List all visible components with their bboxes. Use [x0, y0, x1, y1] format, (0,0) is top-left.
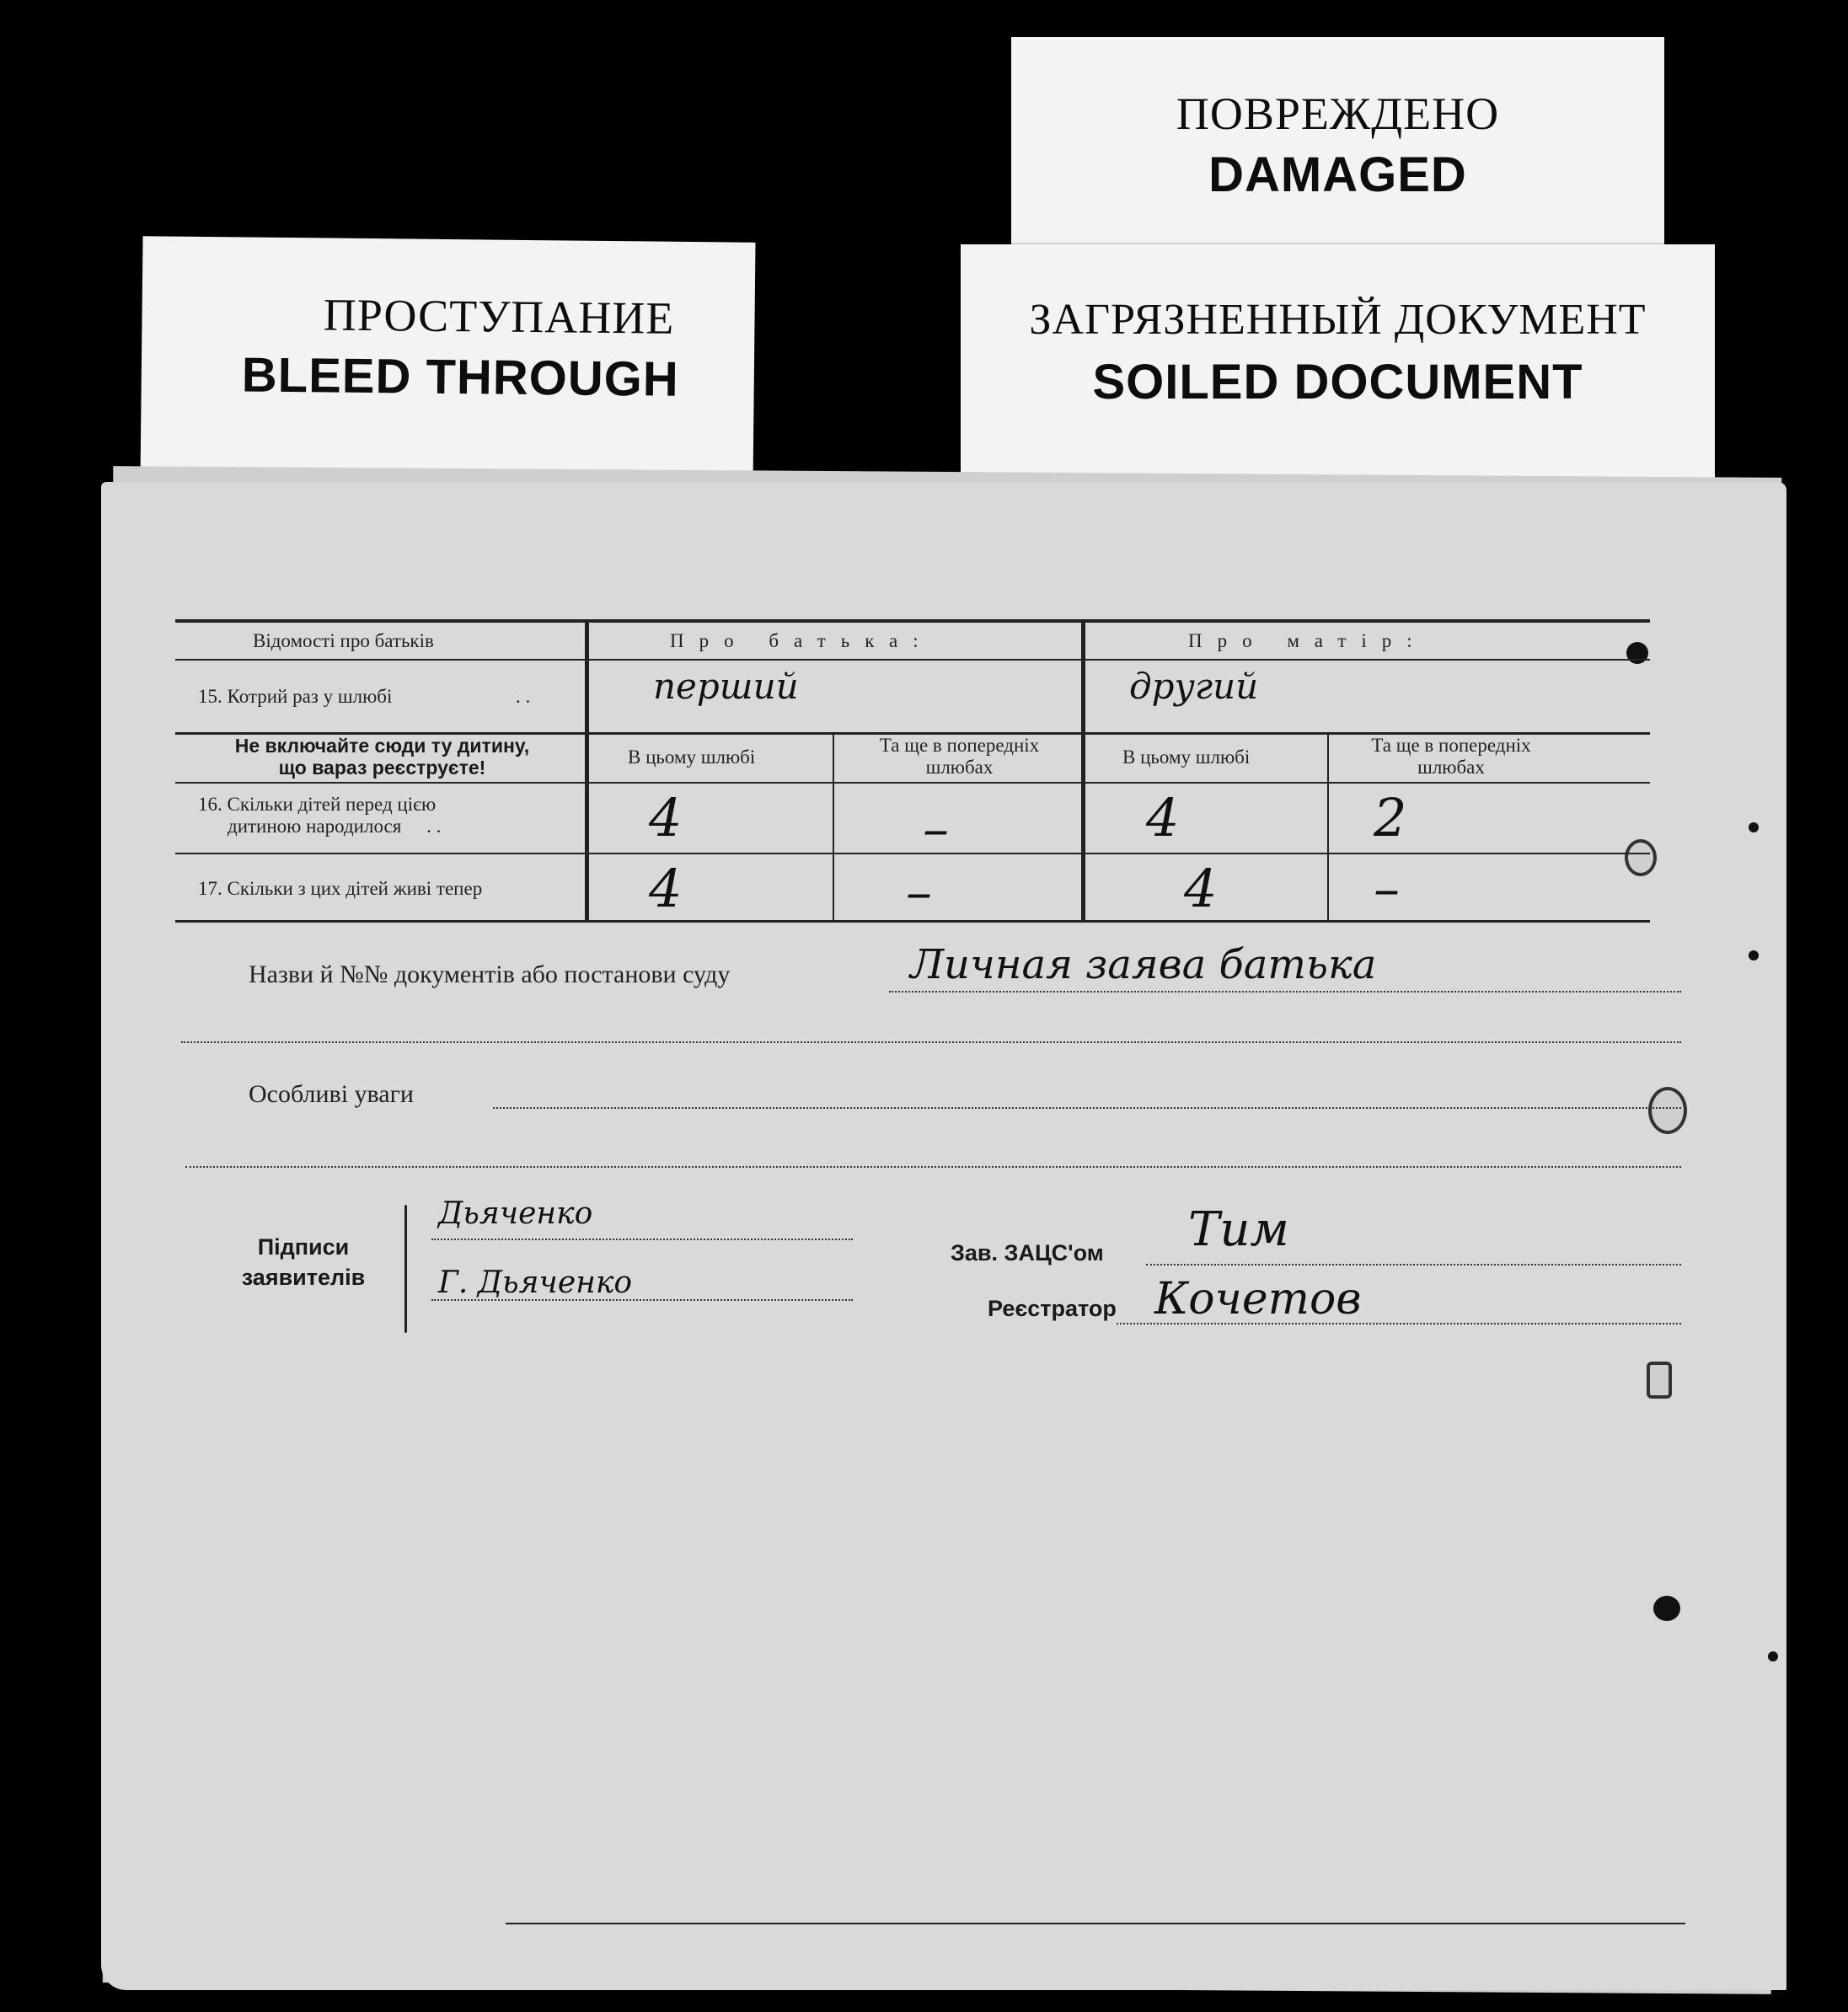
documents-value: Личная заява батька: [910, 941, 1377, 988]
applicant-signature-1: Дьяченко: [438, 1196, 593, 1231]
documents-dotline: [889, 991, 1681, 993]
sub-mother-this-marriage: В цьому шлюбі: [1122, 746, 1251, 768]
signatures-bracket: [404, 1205, 407, 1333]
row15-dots: . .: [516, 686, 531, 707]
sub-prev-line-2: шлюбах: [925, 757, 994, 778]
row17-mother-prev: –: [1374, 858, 1400, 919]
table-column-line: [585, 621, 589, 922]
remarks-dotline-2: [185, 1166, 1681, 1168]
soiled-card-ru: ЗАГРЯЗНЕННЫЙ ДОКУМЕНТ: [1029, 296, 1647, 344]
head-signature: Тим: [1188, 1202, 1289, 1257]
damaged-card-en: DAMAGED: [1208, 147, 1467, 202]
sheet-bottom-line: [506, 1923, 1685, 1924]
documents-dotline-2: [181, 1041, 1681, 1043]
note-line-1: Не включайте сюди ту дитину,: [234, 735, 530, 757]
row15-father-value: перший: [653, 666, 799, 707]
signatures-label-line-2: заявителів: [241, 1265, 366, 1290]
table-rule: [175, 782, 1650, 784]
row15-mother-value: другий: [1129, 666, 1259, 707]
signatures-label: [240, 1232, 367, 1292]
bleed-card-ru: ПРОСТУПАНИЕ: [323, 289, 675, 344]
row16-label: [198, 794, 577, 837]
head-zags-label: Зав. ЗАЦС'ом: [951, 1240, 1104, 1266]
row16-mother-prev: 2: [1374, 787, 1407, 848]
sub-prev-line-1: Та ще в попередніх: [879, 735, 1040, 756]
applicant-sig1-line: [431, 1239, 853, 1240]
punch-hole-ring: [1647, 1362, 1672, 1399]
dot-mark: [1768, 1651, 1778, 1662]
header-parents-info: Відомості про батьків: [253, 630, 434, 651]
bleed-card-en: BLEED THROUGH: [241, 347, 680, 407]
sub-prev-line-2: шлюбах: [1417, 757, 1485, 778]
soiled-card-en: SOILED DOCUMENT: [1092, 355, 1583, 409]
sub-father-this-marriage: В цьому шлюбі: [628, 746, 756, 768]
registrar-signature: Кочетов: [1154, 1274, 1362, 1324]
row17-father-prev: –: [906, 861, 932, 923]
remarks-label: Особливі уваги: [249, 1080, 414, 1108]
bleed-through-card: [141, 236, 756, 487]
sub-mother-previous-marriages: [1333, 735, 1569, 779]
sub-father-previous-marriages: [839, 735, 1079, 779]
row16-line-2: [198, 816, 577, 837]
row16-father-this: 4: [649, 787, 683, 848]
table-rule: [175, 853, 1650, 854]
row16-mother-this: 4: [1146, 787, 1180, 848]
punch-hole-ring: [1648, 1087, 1687, 1134]
row15-label: 15. Котрий раз у шлюбі: [198, 686, 393, 707]
damaged-card-ru: ПОВРЕЖДЕНО: [1176, 88, 1500, 139]
table-column-line: [833, 733, 834, 922]
applicant-sig2-line: [431, 1299, 853, 1301]
dot-mark: [1749, 822, 1759, 832]
soiled-document-card: [961, 244, 1715, 497]
remarks-dotline: [493, 1107, 1681, 1109]
dot-mark: [1749, 950, 1759, 961]
documents-label: Назви й №№ документів або постанови суду: [249, 961, 731, 988]
header-about-mother: Про матір:: [1188, 630, 1428, 651]
note-exclude-child: [182, 735, 582, 779]
row16-dots: . .: [426, 816, 442, 837]
sub-prev-line-1: Та ще в попередніх: [1371, 735, 1531, 756]
row17-father-this: 4: [649, 858, 683, 919]
table-rule: [175, 659, 1650, 661]
row16-father-prev: –: [923, 798, 949, 859]
row16-line-1: 16. Скільки дітей перед цією: [198, 794, 437, 815]
punch-hole: [1626, 642, 1648, 664]
signatures-label-line-1: Підписи: [257, 1234, 350, 1260]
damaged-card: [1011, 37, 1664, 254]
head-sig-line: [1146, 1264, 1681, 1266]
applicant-signature-2: Г. Дьяченко: [438, 1266, 633, 1300]
note-line-2: що вараз реєструєте!: [278, 757, 486, 779]
punch-hole-ring: [1625, 839, 1657, 876]
punch-hole: [1653, 1596, 1680, 1621]
table-column-line: [1081, 621, 1085, 922]
header-about-father: Про батька:: [670, 630, 934, 651]
row17-label: 17. Скільки з цих дітей живі тепер: [198, 878, 483, 899]
registrar-label: Реєстратор: [988, 1296, 1117, 1321]
row16-line-2-text: дитиною народилося: [228, 816, 402, 837]
table-column-line: [1327, 733, 1329, 922]
table-top-rule: [175, 619, 1650, 623]
document-sheet: [101, 482, 1786, 1990]
row17-mother-this: 4: [1184, 858, 1218, 919]
